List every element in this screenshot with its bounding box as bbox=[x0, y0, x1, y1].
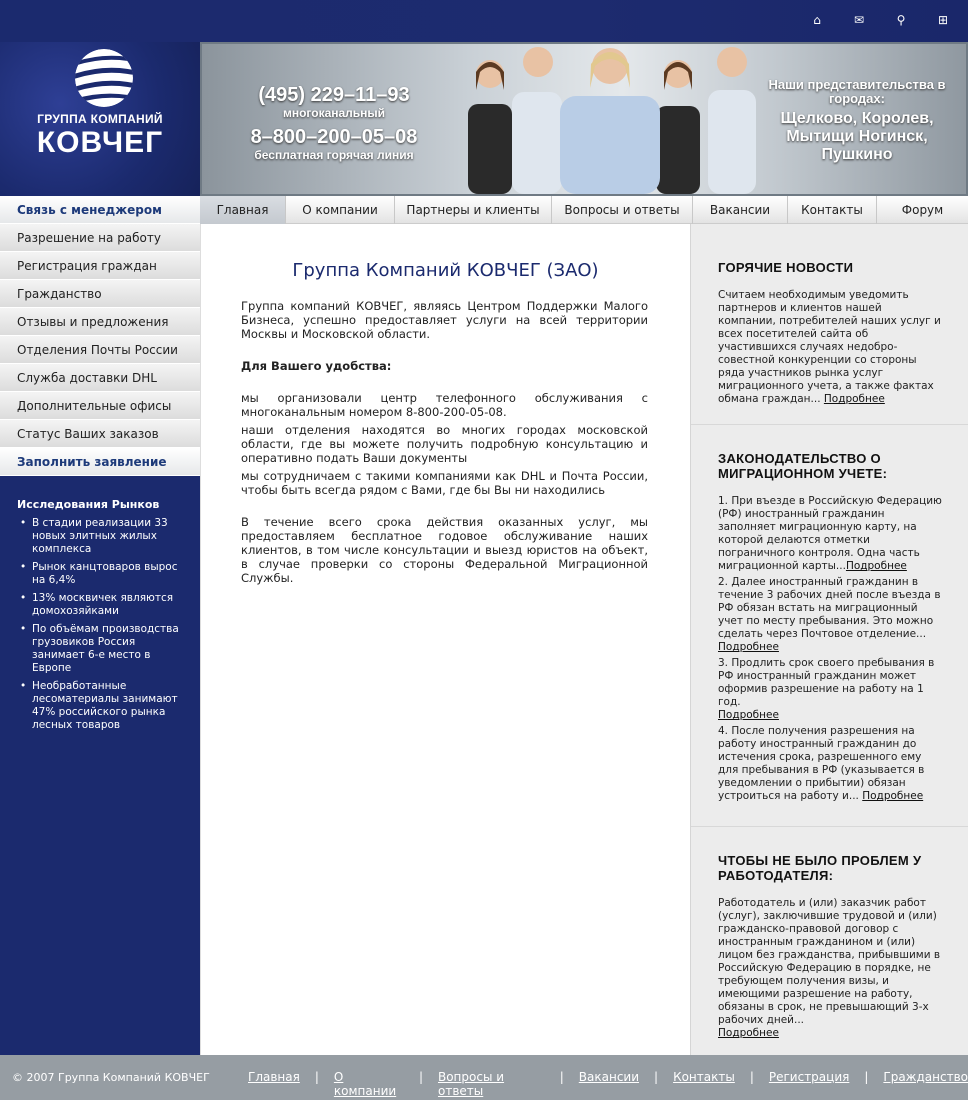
representations-title: Наши представительства в городах: bbox=[768, 77, 946, 106]
top-icons bbox=[810, 13, 950, 27]
more-link[interactable]: Подробнее bbox=[862, 790, 924, 802]
representations-cities: Щелково, Королев, Мытищи Ногинск, Пушкино bbox=[780, 110, 934, 163]
hot-news-block bbox=[691, 224, 968, 425]
home-icon[interactable]: ⌂ bbox=[813, 13, 821, 27]
employer-block bbox=[691, 827, 968, 1055]
research-list bbox=[17, 517, 183, 732]
tab-about[interactable]: О компании bbox=[286, 196, 395, 224]
hot-news-text: Считаем необходимым уведомить партнеров и клиентов нашей компании, потребителей наших услуг и всех посетителей сайта об участившихся случаях недобро-совестной конкуренции со стороны ряда участников рынка услуг миграционного учета, а также фактах обмана граждан... Подробнее bbox=[718, 289, 941, 405]
sidebar-item-work-permit[interactable]: Разрешение на работу bbox=[0, 224, 200, 252]
phone-multichannel-caption: многоканальный bbox=[282, 106, 386, 120]
sidebar-item-reviews[interactable]: Отзывы и предложения bbox=[0, 308, 200, 336]
top-bar bbox=[0, 0, 968, 42]
employer-title: ЧТОБЫ НЕ БЫЛО ПРОБЛЕМ У РАБОТОДАТЕЛЯ: bbox=[718, 853, 922, 883]
sidebar-item-dhl[interactable]: Служба доставки DHL bbox=[0, 364, 200, 392]
law-block bbox=[691, 425, 968, 827]
footer-separator: | bbox=[559, 1070, 564, 1084]
footer-separator: | bbox=[864, 1070, 869, 1084]
mail-icon[interactable]: ✉ bbox=[853, 13, 865, 27]
law-title: ЗАКОНОДАТЕЛЬСТВО О МИГРАЦИОННОМ УЧЕТЕ: bbox=[718, 451, 888, 481]
more-link[interactable]: Подробнее bbox=[718, 641, 779, 653]
sidebar-item-offices[interactable]: Дополнительные офисы bbox=[0, 392, 200, 420]
footer-link-home[interactable]: Главная bbox=[248, 1070, 300, 1084]
phone-hotline-caption: бесплатная горячая линия bbox=[254, 148, 414, 162]
more-link[interactable]: Подробнее bbox=[845, 560, 907, 572]
more-link[interactable]: Подробнее bbox=[718, 1027, 779, 1039]
phone-hotline: 8–800–200–05–08 bbox=[250, 126, 418, 148]
paragraph: мы организовали центр телефонного обслуживания с многоканальным номером 8-800-200-05-08. bbox=[241, 391, 648, 419]
footer-link-faq[interactable]: Вопросы и ответы bbox=[437, 1070, 505, 1098]
search-icon[interactable]: ⚲ bbox=[896, 13, 906, 27]
footer-link-vacancies[interactable]: Вакансии bbox=[578, 1070, 640, 1084]
law-item: 1. При въезде в Российскую Федерацию (РФ) иностранный гражданин заполняет миграционную карту, на которой делаются отметки пограничного контроля. Одна часть миграционной карты...Подробнее bbox=[718, 495, 942, 572]
sidebar-item-registration[interactable]: Регистрация граждан bbox=[0, 252, 200, 280]
header-banner bbox=[200, 42, 968, 196]
representations-block bbox=[762, 78, 952, 164]
globe-logo-icon bbox=[74, 48, 134, 108]
tab-partners[interactable]: Партнеры и клиенты bbox=[395, 196, 552, 224]
right-sidebar bbox=[690, 224, 968, 1055]
intro-paragraph: Группа компаний КОВЧЕГ, являясь Центром Поддержки Малого Бизнеса, успешно предоставляет услуги на всей территории Москвы и Московской области. bbox=[241, 299, 648, 341]
sidebar-item-citizenship[interactable]: Гражданство bbox=[0, 280, 200, 308]
footer-separator: | bbox=[418, 1070, 423, 1084]
footer-links bbox=[248, 1070, 968, 1098]
list-item: • Рынок канцтоваров вырос на 6,4% bbox=[17, 561, 183, 587]
law-item: 2. Далее иностранный гражданин в течение 3 рабочих дней после въезда в РФ обязан встать на миграционный учет по месту пребывания. Это можно сделать через Почтовое отделение... Подробнее bbox=[718, 576, 941, 653]
tab-faq[interactable]: Вопросы и ответы bbox=[552, 196, 693, 224]
footer-separator: | bbox=[749, 1070, 754, 1084]
employer-text: Работодатель и (или) заказчик работ (услуг), заключившие трудовой и (или) гражданско-правовой договор с иностранным гражданином и (или) лицом без гражданства, прибывшими в Российскую Федерацию в порядке, не требующем получения визы, и имеющими разрешение на работу, обязаны в срок, не превышающий 3-х рабочих дней... Подробнее bbox=[718, 897, 941, 1039]
footer bbox=[0, 1055, 968, 1100]
footer-separator: | bbox=[654, 1070, 659, 1084]
left-menu bbox=[0, 196, 200, 476]
logo-subtitle: ГРУППА КОМПАНИЙ bbox=[37, 112, 163, 126]
list-item: • По объёмам производства грузовиков Россия занимает 6-е место в Европе bbox=[17, 623, 183, 675]
content-body bbox=[201, 299, 690, 585]
sidebar-item-post-offices[interactable]: Отделения Почты России bbox=[0, 336, 200, 364]
tab-home[interactable]: Главная bbox=[200, 196, 286, 224]
sidebar-item-order-status[interactable]: Статус Ваших заказов bbox=[0, 420, 200, 448]
tab-vacancies[interactable]: Вакансии bbox=[693, 196, 788, 224]
paragraph: мы сотрудничаем с такими компаниями как DHL и Почта России, чтобы быть всегда рядом с Вами, где бы Вы ни находились bbox=[241, 469, 648, 497]
phone-multichannel: (495) 229–11–93 bbox=[258, 84, 410, 106]
sidebar-item-fill-application[interactable]: Заполнить заявление bbox=[0, 448, 200, 476]
main-nav bbox=[200, 196, 968, 224]
phone-block bbox=[214, 84, 454, 168]
page-title: Группа Компаний КОВЧЕГ (ЗАО) bbox=[292, 260, 599, 281]
more-link[interactable]: Подробнее bbox=[718, 709, 779, 721]
copyright: © 2007 Группа Компаний КОВЧЕГ bbox=[12, 1071, 210, 1084]
footer-separator: | bbox=[314, 1070, 319, 1084]
logo-name: КОВЧЕГ bbox=[36, 126, 164, 159]
logo[interactable] bbox=[0, 42, 200, 196]
list-item: • Необработанные лесоматериалы занимают 47% российского рынка лесных товаров bbox=[17, 680, 183, 732]
sitemap-icon[interactable]: ⊞ bbox=[937, 13, 949, 27]
team-photo bbox=[460, 44, 760, 194]
convenience-heading: Для Вашего удобства: bbox=[241, 359, 392, 373]
sidebar-item-contact-manager[interactable]: Связь с менеджером bbox=[0, 196, 200, 224]
paragraph: наши отделения находятся во многих городах московской области, где вы можете получить подробную консультацию и оперативно подать Ваши документы bbox=[241, 423, 648, 465]
more-link[interactable]: Подробнее bbox=[823, 393, 885, 405]
left-sidebar bbox=[0, 196, 200, 1055]
footer-link-registration[interactable]: Регистрация bbox=[768, 1070, 850, 1084]
research-title: Исследования Рынков bbox=[17, 498, 160, 511]
list-item: • В стадии реализации 33 новых элитных жилых комплекса bbox=[17, 517, 183, 556]
tab-forum[interactable]: Форум bbox=[901, 203, 944, 217]
main-content bbox=[200, 224, 690, 1055]
law-item: 4. После получения разрешения на работу иностранный гражданин до истечения срока, разрешенного ему для пребывания в РФ (указывается в уведомлении о прибытии) обязан устроиться на работу и... Подробнее bbox=[718, 725, 925, 802]
hot-news-title: ГОРЯЧИЕ НОВОСТИ bbox=[718, 260, 854, 275]
tab-contacts[interactable]: Контакты bbox=[788, 196, 877, 224]
list-item: • 13% москвичек являются домохозяйками bbox=[17, 592, 183, 618]
footer-link-contacts[interactable]: Контакты bbox=[673, 1070, 735, 1084]
paragraph: В течение всего срока действия оказанных услуг, мы предоставляем бесплатное годовое обслуживание наших клиентов, в том числе консультации и выезд юристов на объект, в случае проверки со стороны Федеральной Миграционной Службы. bbox=[241, 515, 648, 585]
law-item: 3. Продлить срок своего пребывания в РФ иностранный гражданин может оформив разрешение на работу на 1 год. Подробнее bbox=[718, 657, 935, 721]
research-block bbox=[0, 476, 200, 732]
footer-link-about[interactable]: О компании bbox=[333, 1070, 397, 1098]
footer-link-citizenship[interactable]: Гражданство bbox=[883, 1070, 968, 1084]
